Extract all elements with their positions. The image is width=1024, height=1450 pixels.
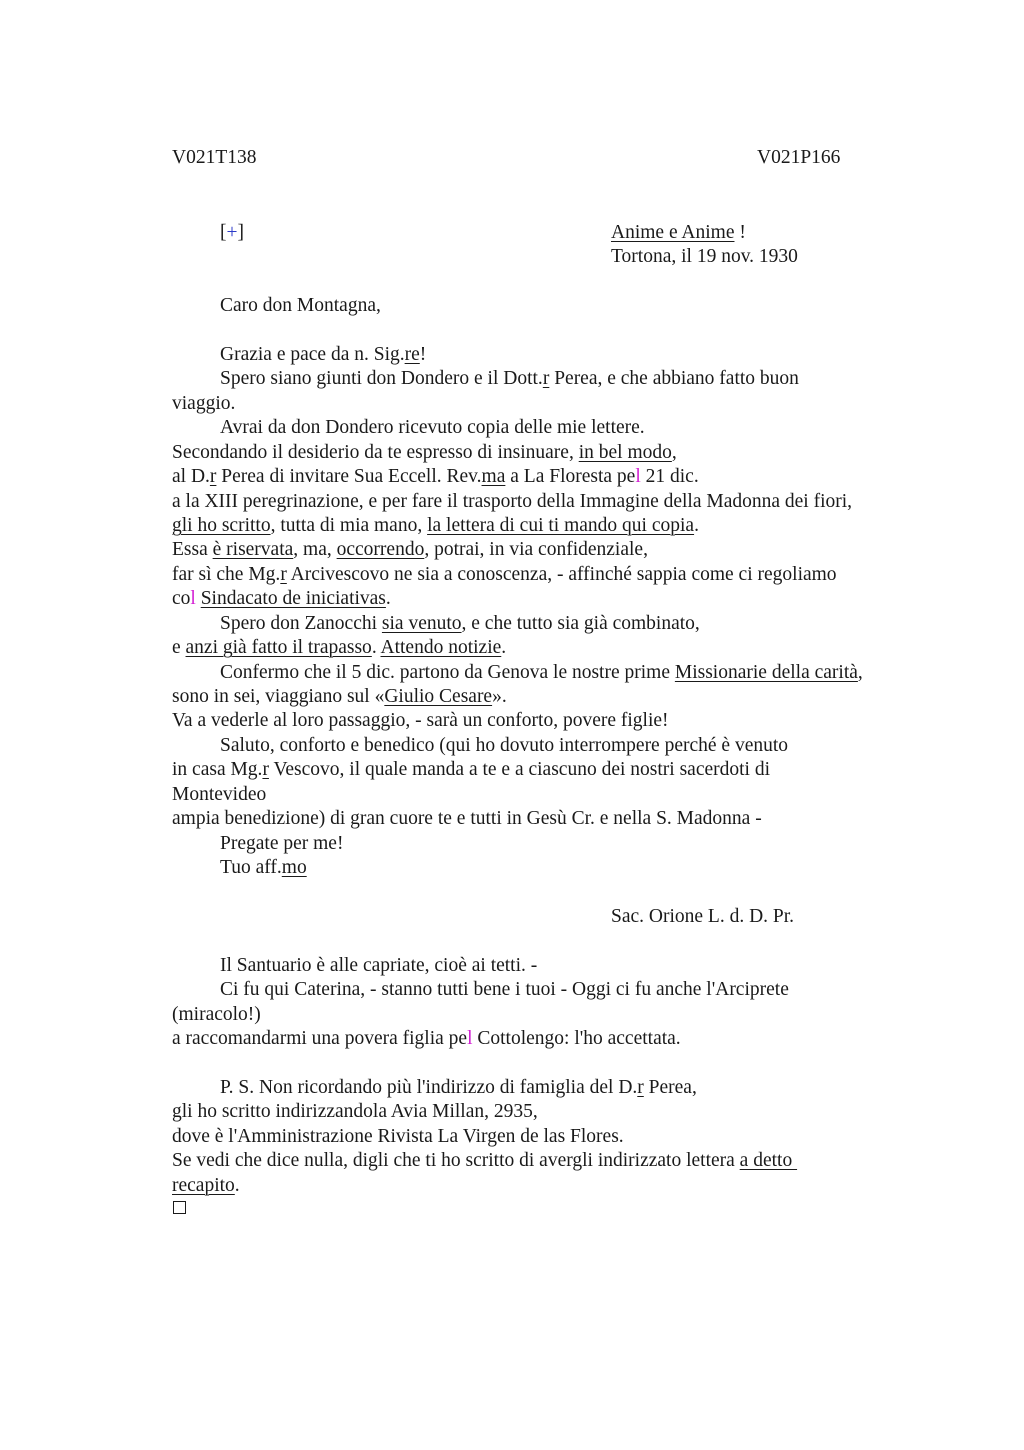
body-line: al D.r Perea di invitare Sua Eccell. Rev.ma a La Floresta pel 21 dic. [172, 466, 699, 487]
signature: Sac. Orione L. d. D. Pr. [611, 906, 795, 927]
body-line: ampia benedizione) di gran cuore te e tutti in Gesù Cr. e nella S. Madonna - [172, 808, 762, 829]
body-line: e anzi già fatto il trapasso. Attendo notizie. [172, 637, 507, 658]
body-line: Grazia e pace da n. Sig.re! [220, 344, 427, 365]
body-line: Montevideo [172, 784, 267, 805]
motto: Anime e Anime ! [611, 222, 746, 243]
body-line: Confermo che il 5 dic. partono da Genova le nostre prime Missionarie della carità, [220, 662, 863, 683]
body-line: a la XIII peregrinazione, e per fare il trasporto della Immagine della Madonna dei fiori, [172, 491, 853, 512]
body-line: Saluto, conforto e benedico (qui ho dovuto interrompere perché è venuto [220, 735, 789, 756]
closing: Tuo aff.mo [220, 857, 307, 878]
header-right-code: V021P166 [757, 147, 841, 168]
body-line: Spero don Zanocchi sia venuto, e che tutto sia già combinato, [220, 613, 700, 634]
body-line: Va a vederle al loro passaggio, - sarà un conforto, povere figlie! [172, 710, 669, 731]
end-square-icon [173, 1201, 186, 1214]
body-line: sono in sei, viaggiano sul «Giulio Cesare». [172, 686, 507, 707]
place-date: Tortona, il 19 nov. 1930 [611, 246, 798, 267]
body-line: col Sindacato de iniciativas. [172, 588, 391, 609]
body-line: Pregate per me! [220, 833, 344, 854]
cross-mark: [+] [220, 222, 244, 243]
body-line: viaggio. [172, 393, 236, 414]
postscript-line: gli ho scritto indirizzandola Avia Millan, 2935, [172, 1101, 538, 1122]
body-line: in casa Mg.r Vescovo, il quale manda a te e a ciascuno dei nostri sacerdoti di [172, 759, 770, 780]
body-line: Avrai da don Dondero ricevuto copia delle mie lettere. [220, 417, 645, 438]
body-line: Secondando il desiderio da te espresso di insinuare, in bel modo, [172, 442, 677, 463]
postscript-line: Se vedi che dice nulla, digli che ti ho scritto di avergli indirizzato lettera a detto [172, 1150, 798, 1171]
header-left-code: V021T138 [172, 147, 257, 168]
salutation: Caro don Montagna, [220, 295, 381, 316]
postscript-line: P. S. Non ricordando più l'indirizzo di famiglia del D.r Perea, [220, 1077, 697, 1098]
body-line: Ci fu qui Caterina, - stanno tutti bene i tuoi - Oggi ci fu anche l'Arciprete [220, 979, 789, 1000]
body-line: a raccomandarmi una povera figlia pel Cottolengo: l'ho accettata. [172, 1028, 681, 1049]
postscript-line: dove è l'Amministrazione Rivista La Virgen de las Flores. [172, 1126, 624, 1147]
body-line: far sì che Mg.r Arcivescovo ne sia a conoscenza, - affinché sappia come ci regoliamo [172, 564, 837, 585]
body-line: (miracolo!) [172, 1004, 261, 1025]
body-line: Essa è riservata, ma, occorrendo, potrai, in via confidenziale, [172, 539, 648, 560]
body-line: gli ho scritto, tutta di mia mano, la lettera di cui ti mando qui copia. [172, 515, 699, 536]
body-line: Spero siano giunti don Dondero e il Dott.r Perea, e che abbiano fatto buon [220, 368, 799, 389]
postscript-line: recapito. [172, 1175, 240, 1196]
body-line: Il Santuario è alle capriate, cioè ai tetti. - [220, 955, 538, 976]
